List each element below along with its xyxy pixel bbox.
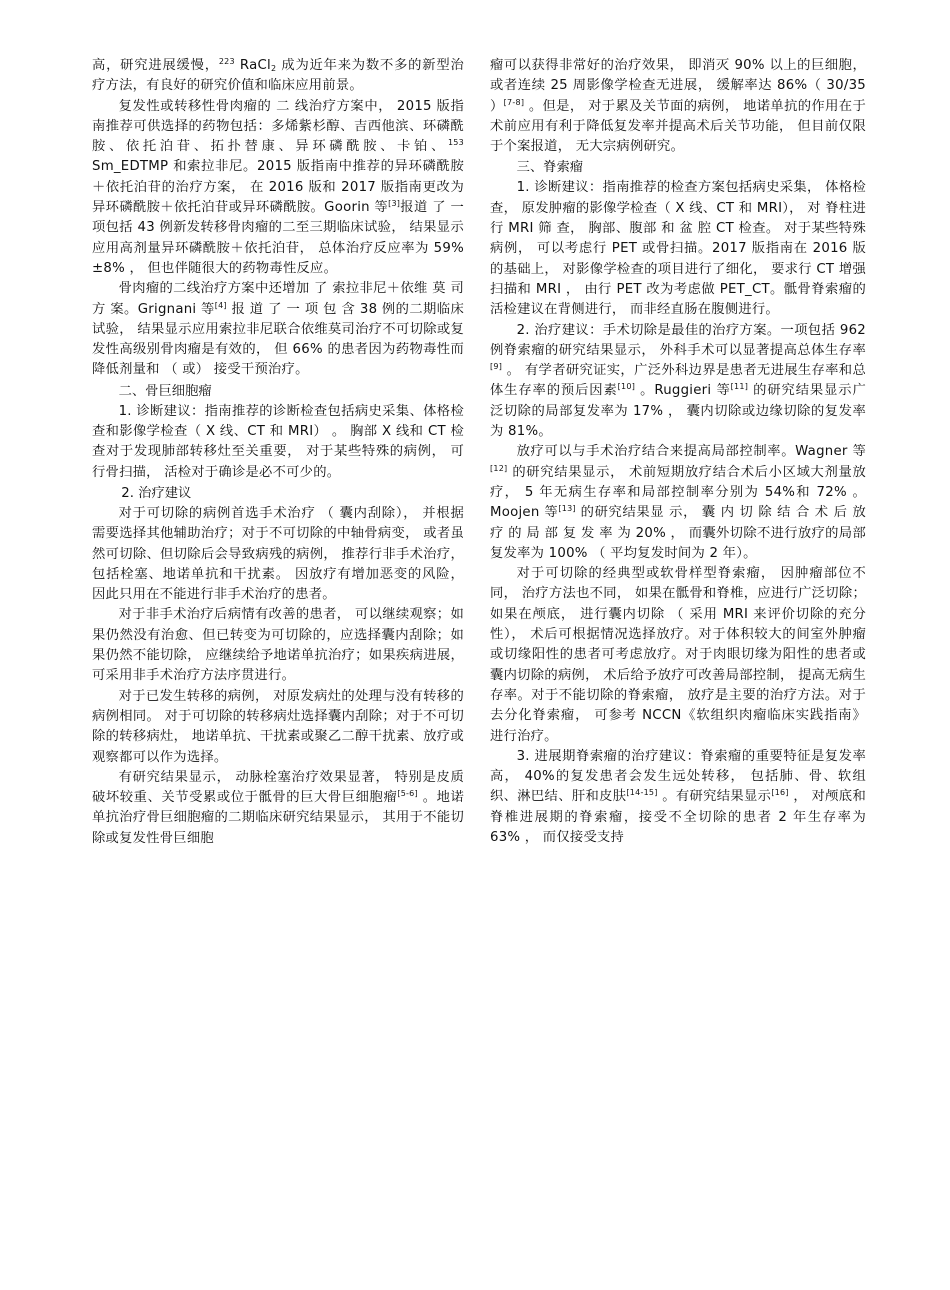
subscript: 2 — [270, 64, 277, 73]
citation: [14-15] — [626, 788, 658, 798]
superscript: 223 — [218, 57, 235, 66]
text-run: 报道 了 一项包括 43 例新发转移骨肉瘤的二至三期临床试验， 结果显示应用高剂量异环磷酰胺＋依托泊苷， 总体治疗反应率为 59%±8% ， 但也伴随很大的药物毒性反应。 — [92, 200, 464, 276]
citation: [13] — [558, 504, 576, 514]
citation: [16] — [771, 788, 789, 798]
subsection-heading: 2. 治疗建议 — [121, 485, 192, 501]
citation: [7-8] — [503, 97, 525, 107]
paragraph: 对于已发生转移的病例， 对原发病灶的处理与没有转移的病例相同。 对于可切除的转移病灶选择囊内刮除；对于不可切除的转移病灶， 地诺单抗、干扰素或聚乙二醇干扰素、放疗或观察都可以作为选择。 — [92, 688, 464, 765]
text-run: 高，研究进展缓慢， — [92, 58, 219, 73]
text-run: ， 对颅底和脊椎进展期的脊索瘤，接受不全切除的患者 2 年生存率为 63% ， 而仅接受支持 — [490, 789, 866, 845]
text-run: 放疗可以与手术治疗结合来提高局部控制率。Wagner 等 — [516, 444, 866, 460]
text-run: 2. 治疗建议：手术切除是最佳的治疗方案。一项包括 962 例脊索瘤的研究结果显示， 外科手术可以显著提高总体生存率 — [490, 322, 866, 358]
text-run: 的研究结果显示广泛切除的局部复发率为 17% ， 囊内切除或边缘切除的复发率为 81%。 — [490, 383, 866, 440]
citation: [12] — [490, 463, 508, 473]
paragraph — [92, 97, 464, 280]
paragraph: 对于可切除的病例首选手术治疗 （ 囊内刮除）， 并根据需要选择其他辅助治疗；对于不可切除的中轴骨病变， 或者虽然可切除、但切除后会导致病残的病例， 推荐行非手术治疗， 包括栓塞、地诺单抗和干扰素。 因放疗有增加恶变的风险， 因此只用在不能进行非手术治疗的患者。 — [92, 505, 464, 603]
superscript: 153 — [447, 138, 464, 148]
text-run: 。Ruggieri 等 — [635, 383, 731, 399]
section-heading: 三、脊索瘤 — [516, 160, 584, 176]
text-run: 复发性或转移性骨肉瘤的 二 线治疗方案中， 2015 版指南推荐可供选择的药物包括：多烯紫杉醇、吉西他滨、环磷酰胺、依托泊苷、拓扑替康、异环磷酰胺、卡铂、 — [92, 98, 464, 155]
right-column — [490, 56, 866, 848]
text-run: RaCl — [234, 58, 271, 73]
section-heading: 二、骨巨细胞瘤 — [118, 383, 212, 399]
text-run: 报 道 了 一 项 包 含 38 例的二期临床试验， 结果显示应用索拉非尼联合依维莫司治疗不可切除或复发性高级别骨肉瘤是有效的， 但 66% 的患者因为药物毒性而降低剂量和 （ 或） 接受干预治疗。 — [92, 301, 464, 378]
text-run: Sm_EDTMP 和索拉非尼。2015 版指南中推荐的异环磷酰胺＋依托泊苷的治疗方案， 在 2016 版和 2017 版指南更改为异环磷酰胺＋依托泊苷或异环磷酰胺。Goorin 等 — [92, 159, 464, 216]
paragraph: 1. 诊断建议：指南推荐的诊断检查包括病史采集、体格检查和影像学检查（ X 线、CT 和 MRI） 。 胸部 X 线和 CT 检查对于发现肺部转移灶至关重要， 对于某些特殊的病例， 可行骨扫描， 活检对于确诊是必不可少的。 — [92, 403, 464, 480]
paragraph: 1. 诊断建议：指南推荐的检查方案包括病史采集， 体格检查， 原发肿瘤的影像学检查（ X 线、CT 和 MRI）， 对 脊柱进 行 MRI 筛 查， 胸部、腹部 和 盆 腔 CT 检查。 对于某些特殊病例， 可以考虑行 PET 或骨扫描。2017 版指南在 2016 版的基础上， 对影像学检查的项目进行了细化， 要求行 CT 增强扫描和 MRI ， 由行 PET 改为考虑做 PET_CT。骶骨脊索瘤的活检建议在背侧进行， 而非经直肠在腹侧进行。 — [490, 180, 866, 318]
citation: [4] — [214, 300, 227, 310]
text-run: 。地诺单抗治疗骨巨细胞瘤的二期临床研究结果显示， 其用于不能切除或复发性骨巨细胞 — [92, 790, 465, 846]
paragraph: 对于非手术治疗后病情有改善的患者， 可以继续观察；如果仍然没有治愈、但已转变为可切除的，应选择囊内刮除；如果仍然不能切除， 应继续给予地诺单抗治疗；如果疾病进展， 可采用非手术治疗方法序贯进行。 — [92, 607, 464, 684]
text-run: 的研究结果显示， 术前短期放疗结合术后小区域大剂量放疗， 5 年无病生存率和局部控制率分别为 54%和 72% 。Moojen 等 — [490, 464, 866, 521]
text-run: 有研究结果显示， 动脉栓塞治疗效果显著， 特别是皮质破坏较重、关节受累或位于骶骨的巨大骨巨细胞瘤 — [92, 769, 464, 806]
citation: [10] — [617, 382, 636, 392]
citation: [11] — [730, 382, 749, 392]
citation: [5-6] — [397, 789, 418, 799]
citation: [3] — [388, 199, 401, 209]
paragraph — [92, 279, 464, 380]
text-run: 3. 进展期脊索瘤的治疗建议：脊索瘤的重要特征是复发率高， 40%的复发患者会发生远处转移， 包括肺、骨、软组织、淋巴结、肝和皮肤 — [490, 748, 866, 805]
paragraph — [92, 768, 464, 849]
text-run: 。但是， 对于累及关节面的病例， 地诺单抗的作用在于术前应用有利于降低复发率并提高术后关节功能， 但目前仅限于个案报道， 无大宗病例研究。 — [490, 98, 866, 155]
left-column — [92, 56, 464, 849]
paragraph — [490, 56, 866, 157]
paragraph — [490, 442, 866, 564]
text-run: 骨肉瘤的二线治疗方案中还增加 了 索拉非尼＋依维 莫 司 方 案。Grignani 等 — [92, 281, 464, 317]
text-run: 成为近年来为数不多的新型治疗方法，有良好的研究价值和临床应用前景。 — [92, 58, 465, 94]
text-run: 。有研究结果显示 — [657, 789, 772, 805]
paragraph: 对于可切除的经典型或软骨样型脊索瘤， 因肿瘤部位不同， 治疗方法也不同， 如果在骶骨和脊椎，应进行广泛切除；如果在颅底， 进行囊内切除 （ 采用 MRI 来评价切除的充分性）， 术后可根据情况选择放疗。对于体积较大的间室外肿瘤或切缘阳性的患者可考虑放疗。对于肉眼切缘为阳性的患者或囊内切除的病例， 术后给予放疗可改善局部控制， 提高无病生存率。对于不能切除的脊索瘤， 放疗是主要的治疗方法。对于去分化脊索瘤， 可参考 NCCN《软组织肉瘤临床实践指南》 进行治疗。 — [490, 566, 866, 744]
paragraph — [490, 747, 866, 848]
text-run: 。 有学者研究证实，广泛外科边界是患者无进展生存率和总体生存率的预后因素 — [490, 363, 866, 399]
paragraph — [490, 321, 866, 443]
text-run: 的研究结果显 示， 囊 内 切 除 结 合 术 后 放 疗 的 局 部 复 发 率 为 20% ， 而囊外切除不进行放疗的局部复发率为 100% （ 平均复发时间为 2 年）。 — [490, 505, 866, 561]
paragraph — [92, 56, 464, 97]
citation: [9] — [490, 362, 503, 372]
text-run: 瘤可以获得非常好的治疗效果， 即消灭 90% 以上的巨细胞， 或者连续 25 周影像学检查无进展， 缓解率达 86%（ 30/35 ） — [490, 58, 866, 114]
